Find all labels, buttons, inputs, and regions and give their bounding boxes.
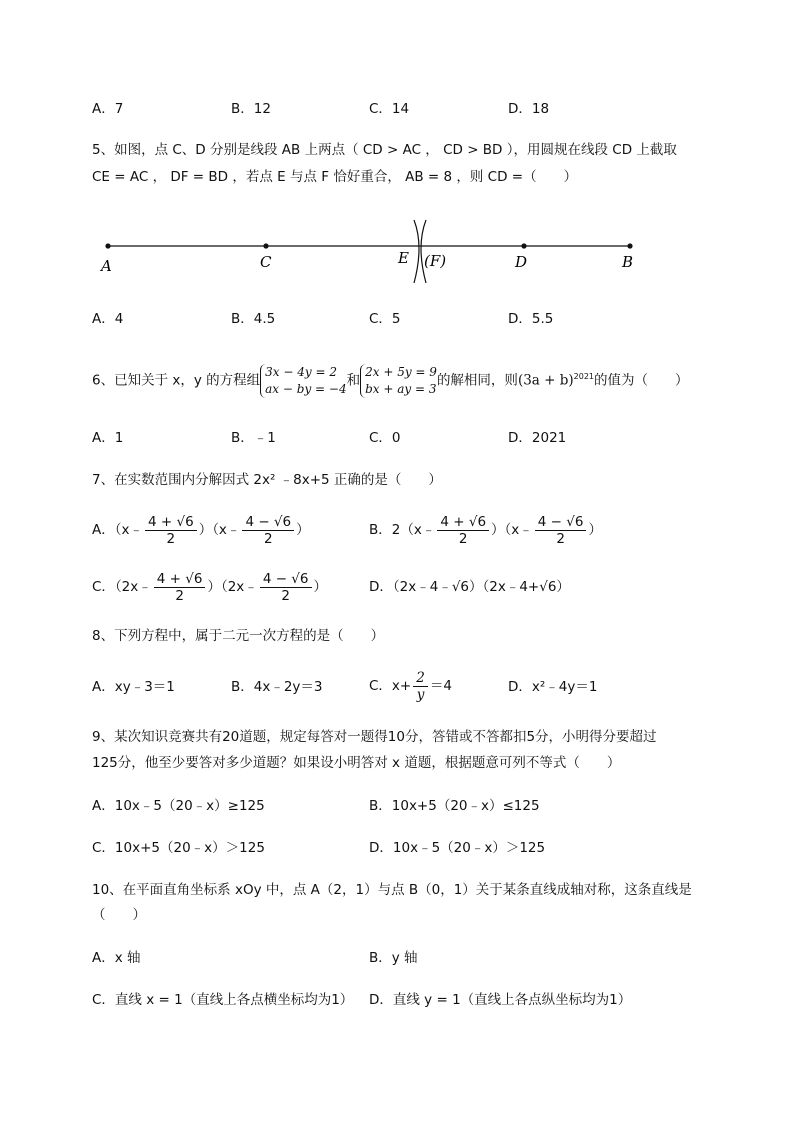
frac-numerator: 4 + √6: [437, 514, 489, 531]
q7-b-open1: （x﹣: [400, 522, 436, 538]
point-c-label: C: [260, 253, 272, 271]
q5-stem-line2: CE = AC ， DF = BD ，若点 E 与点 F 恰好重合， AB = 8 ，则 CD =（ ）: [92, 169, 578, 185]
q4-option-c: C．14: [369, 101, 410, 117]
q7-option-d: D．（2x﹣4﹣√6）（2x﹣4+√6）: [369, 579, 570, 595]
q6-sys1-eq2: ax − by = −4: [265, 381, 347, 396]
q6-sys1-eq1: 3x − 4y = 2: [265, 364, 337, 379]
q6-option-d: D．2021: [508, 430, 567, 446]
q9-stem-line1: 9、某次知识竞赛共有20道题，规定每答对一题得10分，答错或不答都扣5分，小明得分要超过: [92, 729, 657, 745]
frac-denominator: 2: [556, 530, 565, 547]
q6-option-a: A．1: [92, 430, 124, 446]
q5-option-a: A．4: [92, 311, 124, 327]
q7-a-open1: （x﹣: [114, 522, 143, 538]
q10-option-a: A．x 轴: [92, 950, 141, 966]
q6-option-b: B．﹣1: [231, 430, 276, 446]
frac-denominator: 2: [175, 587, 184, 604]
q7-c-close1: ）: [207, 579, 221, 595]
point-f-label: (F): [424, 252, 447, 270]
q6-expression: (3a + b): [517, 372, 574, 389]
frac-denominator: y: [416, 686, 425, 703]
q10-option-d: D．直线 y = 1（直线上各点纵坐标均为1）: [369, 992, 632, 1008]
q5-option-d: D．5.5: [508, 311, 554, 327]
point-b-label: B: [622, 253, 634, 271]
q10-option-c: C．直线 x = 1（直线上各点横坐标均为1）: [92, 992, 354, 1008]
q6-sys2-eq2: bx + ay = 3: [365, 381, 437, 396]
q9-option-d: D．10x﹣5（20﹣x）＞125: [369, 840, 546, 856]
frac-numerator: 2: [413, 670, 428, 687]
q8-option-b: B．4x﹣2y＝3: [231, 679, 323, 695]
q7-c-open1: （2x﹣: [114, 579, 152, 595]
q7-c-label: C．: [92, 579, 115, 595]
q10-stem-line1: 10、在平面直角坐标系 xOy 中，点 A（2，1）与点 B（0，1）关于某条直线成轴对称，这条直线是: [92, 882, 692, 898]
q7-stem: 7、在实数范围内分解因式 2x² ﹣8x+5 正确的是（ ）: [92, 472, 442, 488]
frac-numerator: 4 − √6: [242, 514, 294, 531]
q5-segment-figure: [96, 215, 656, 287]
q4-option-b: B．12: [231, 101, 271, 117]
q6-suffix-a: 的解相同，则: [436, 372, 518, 389]
q7-c-frac1: [154, 571, 206, 604]
q9-option-c: C．10x+5（20﹣x）＞125: [92, 840, 265, 856]
q8-c-frac: [413, 670, 428, 703]
point-a-label: A: [101, 257, 112, 275]
q4-option-a: A．7: [92, 101, 124, 117]
q8-stem: 8、下列方程中，属于二元一次方程的是（ ）: [92, 628, 385, 644]
q7-option-b: [369, 512, 602, 548]
q7-a-close2: ）: [296, 522, 310, 538]
q7-option-a: [92, 512, 310, 548]
q6-system-1: [260, 364, 346, 398]
frac-numerator: 4 + √6: [145, 514, 197, 531]
point-d-label: D: [515, 253, 528, 271]
q7-a-close1: ）: [198, 522, 213, 538]
frac-numerator: 4 + √6: [154, 571, 206, 588]
q7-c-close2: ）: [313, 579, 327, 595]
q8-option-a: A．xy﹣3＝1: [92, 679, 175, 695]
q8-c-prefix: C．x+: [369, 678, 412, 694]
q7-option-c: [92, 569, 327, 605]
q7-b-open2: （x﹣: [504, 522, 533, 538]
q6-sys2-eq1: 2x + 5y = 9: [365, 364, 437, 379]
q9-stem-line2: 125分，他至少要答对多少道题？如果设小明答对 x 道题，根据题意可列不等式（ ）: [92, 755, 621, 771]
frac-numerator: 4 − √6: [260, 571, 312, 588]
q8-option-d: D．x²﹣4y＝1: [508, 679, 598, 695]
q6-prefix: 6、已知关于 x，y 的方程组: [92, 372, 261, 389]
q6-exponent: 2021: [573, 372, 595, 381]
q7-a-label: A．: [92, 522, 115, 538]
q7-b-frac1: [437, 514, 489, 547]
q6-system-2: [360, 364, 437, 398]
q7-c-open2: （2x﹣: [220, 579, 258, 595]
frac-numerator: 4 − √6: [535, 514, 587, 531]
q5-option-c: C．5: [369, 311, 401, 327]
q10-stem-line2: （ ）: [92, 907, 146, 923]
q7-b-frac2: [535, 514, 587, 547]
q6-and: 和: [346, 372, 361, 389]
q7-a-frac2: [242, 514, 294, 547]
frac-denominator: 2: [458, 530, 468, 547]
q9-option-b: B．10x+5（20﹣x）≤125: [369, 798, 540, 814]
frac-denominator: 2: [281, 587, 290, 604]
q6-stem: [92, 355, 689, 403]
q5-stem-line1: 5、如图，点 C、D 分别是线段 AB 上两点（ CD > AC ， CD > BD ），用圆规在线段 CD 上截取: [92, 142, 677, 158]
q7-b-close2: ）: [588, 522, 602, 538]
q7-b-label: B．2: [369, 522, 401, 538]
frac-denominator: 2: [166, 530, 176, 547]
q6-suffix-b: 的值为（ ）: [594, 372, 689, 389]
point-e-label: E: [398, 249, 409, 267]
frac-denominator: 2: [263, 530, 273, 547]
q8-c-suffix: ＝4: [429, 678, 452, 694]
q5-option-b: B．4.5: [231, 311, 276, 327]
q7-a-open2: （x﹣: [212, 522, 241, 538]
q9-option-a: A．10x﹣5（20﹣x）≥125: [92, 798, 265, 814]
q8-option-c: [369, 668, 452, 704]
q7-b-close1: ）: [491, 522, 505, 538]
q10-option-b: B．y 轴: [369, 950, 418, 966]
q4-option-d: D．18: [508, 101, 550, 117]
q7-c-frac2: [260, 571, 312, 604]
q7-a-frac1: [145, 514, 197, 547]
q6-option-c: C．0: [369, 430, 401, 446]
